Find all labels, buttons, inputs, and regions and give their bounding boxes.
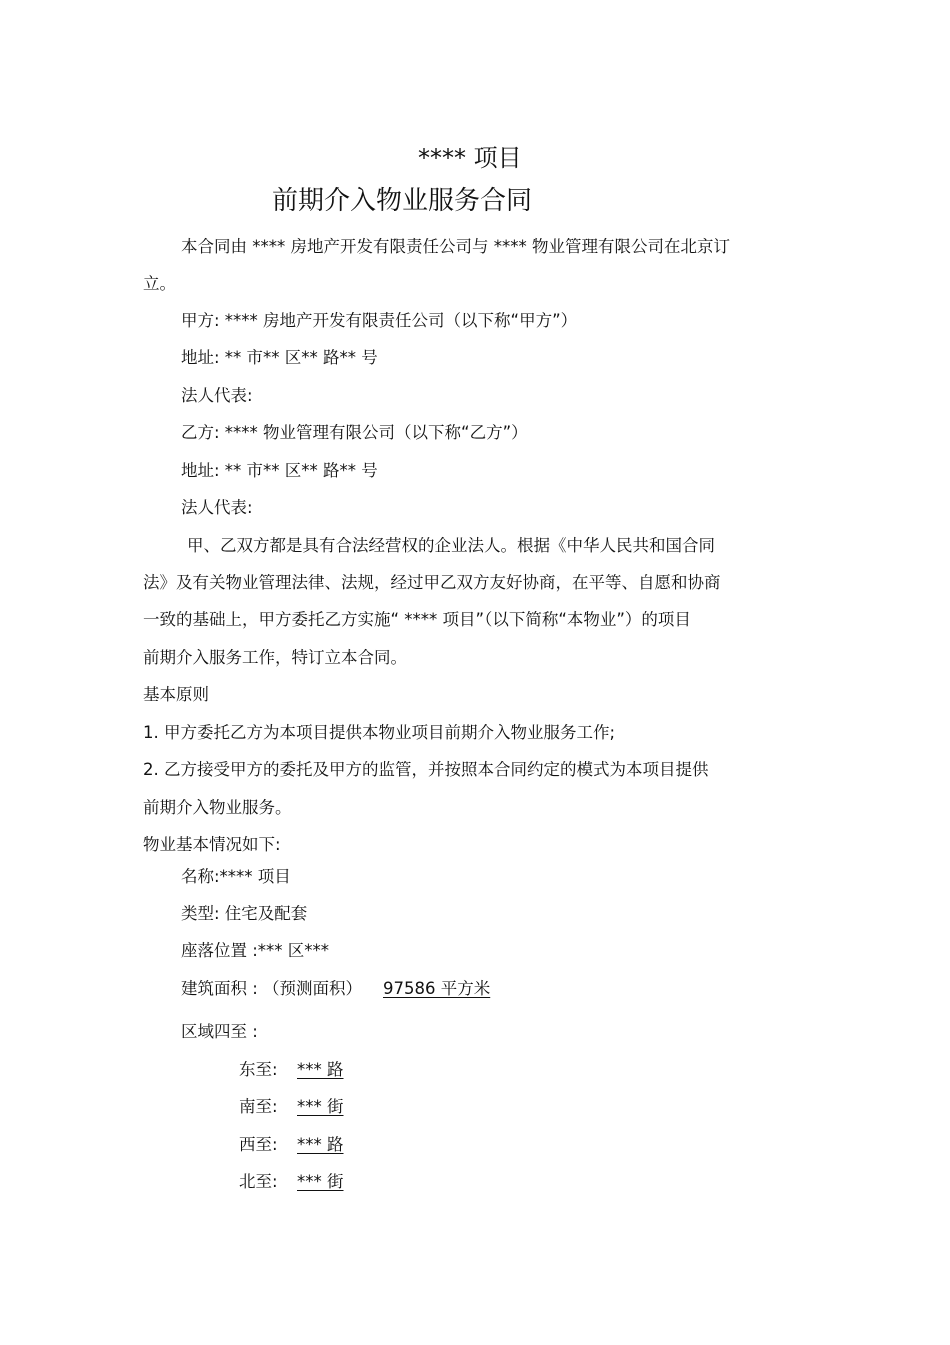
title-project: **** 项目	[418, 144, 522, 172]
west-value: *** 路	[297, 1135, 344, 1154]
south-value: *** 街	[297, 1097, 344, 1116]
intro-line-2: 立。	[143, 274, 176, 293]
east-value: *** 路	[297, 1060, 344, 1079]
north-label: 北至:	[239, 1172, 278, 1191]
property-heading: 物业基本情况如下:	[143, 835, 281, 854]
party-b-address: 地址: ** 市** 区** 路** 号	[181, 461, 378, 480]
east-label: 东至:	[239, 1060, 278, 1079]
principle-item-2: 2. 乙方接受甲方的委托及甲方的监管，并按照本合同约定的模式为本项目提供	[143, 760, 709, 779]
boundaries-label: 区域四至 :	[181, 1022, 258, 1041]
property-location: 座落位置 :*** 区***	[181, 941, 330, 960]
preamble-line-3: 一致的基础上，甲方委托乙方实施“ **** 项目”（以下简称“本物业”）的项目	[143, 610, 691, 629]
property-type: 类型: 住宅及配套	[181, 904, 308, 923]
principle-item-2-cont: 前期介入物业服务。	[143, 798, 292, 817]
party-a-name: 甲方: **** 房地产开发有限责任公司（以下称“甲方”）	[181, 311, 578, 330]
intro-line-1: 本合同由 **** 房地产开发有限责任公司与 **** 物业管理有限公司在北京订	[181, 237, 730, 256]
property-name: 名称:**** 项目	[181, 867, 291, 886]
preamble-line-2: 法》及有关物业管理法律、法规，经过甲乙双方友好协商，在平等、自愿和协商	[143, 573, 721, 592]
title-contract: 前期介入物业服务合同	[272, 186, 533, 216]
preamble-line-1: 甲、乙双方都是具有合法经营权的企业法人。根据《中华人民共和国合同	[187, 536, 715, 555]
party-b-name: 乙方: **** 物业管理有限公司（以下称“乙方”）	[181, 423, 528, 442]
party-a-legal-rep: 法人代表:	[181, 386, 253, 405]
principle-item-1: 1. 甲方委托乙方为本项目提供本物业项目前期介入物业服务工作;	[143, 723, 616, 742]
property-area-label: 建筑面积 : （预测面积）	[181, 979, 363, 998]
property-area-value: 97586 平方米	[383, 979, 491, 998]
south-label: 南至:	[239, 1097, 278, 1116]
preamble-line-4: 前期介入服务工作，特订立本合同。	[143, 648, 407, 667]
party-a-address: 地址: ** 市** 区** 路** 号	[181, 348, 378, 367]
north-value: *** 街	[297, 1172, 344, 1191]
principles-heading: 基本原则	[143, 685, 209, 704]
west-label: 西至:	[239, 1135, 278, 1154]
party-b-legal-rep: 法人代表:	[181, 498, 253, 517]
